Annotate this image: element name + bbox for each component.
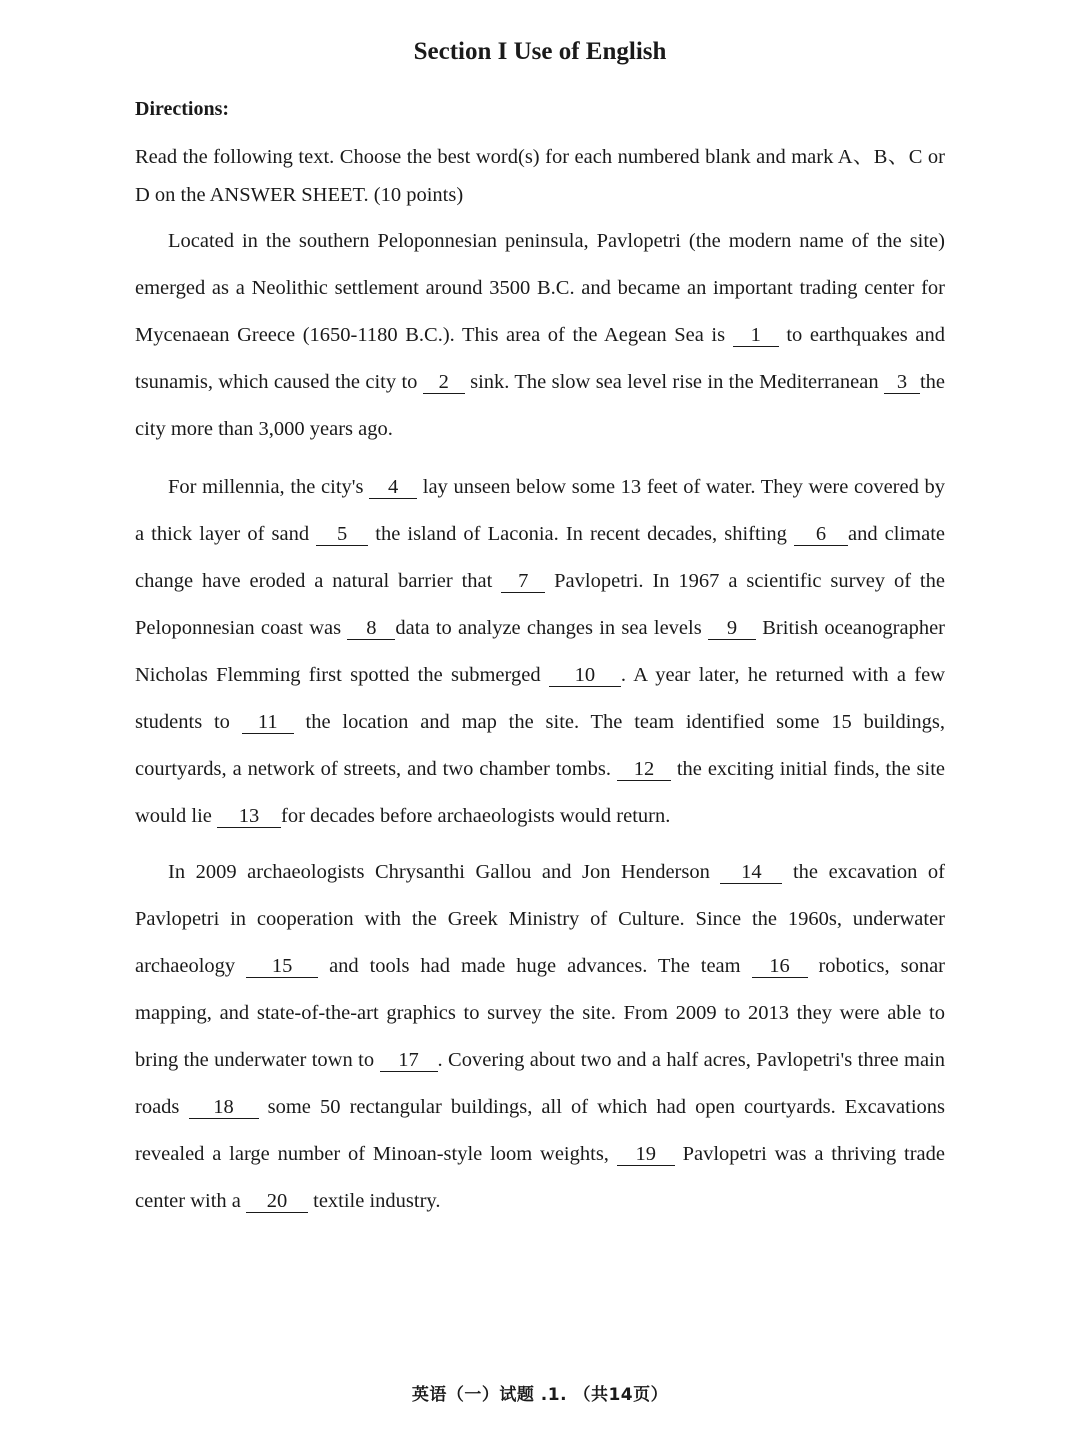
passage-text: In 2009 archaeologists Chrysanthi Gallou and Jon Henderson	[168, 861, 721, 883]
blank-15: 15	[246, 955, 318, 978]
blank-17: 17	[380, 1049, 438, 1072]
blank-10: 10	[549, 664, 621, 687]
passage-paragraph-3	[135, 849, 945, 1225]
blank-11: 11	[242, 711, 294, 734]
passage-text: . Covering about two and a half acres, Pavlopetri's three main roads	[135, 1049, 946, 1118]
passage-text: lay unseen below some 13 feet of water. They were covered by a thick layer of sand	[135, 476, 946, 545]
blank-20: 20	[246, 1190, 308, 1213]
page-footer: 英语（一）试题 .1. （共14页）	[411, 1385, 669, 1405]
blank-4: 4	[369, 476, 417, 499]
blank-7: 7	[501, 570, 545, 593]
blank-12: 12	[617, 758, 671, 781]
passage-paragraph-2	[135, 464, 945, 840]
blank-16: 16	[752, 955, 808, 978]
passage-text: sink. The slow sea level rise in the Mediterranean	[464, 371, 884, 393]
passage-text: the city more than 3,000 years ago.	[135, 371, 945, 440]
passage-text: some 50 rectangular buildings, all of which had open courtyards. Excavations revealed a large number of Minoan-style loom weights,	[135, 1096, 945, 1165]
passage-text: the excavation of Pavlopetri in cooperation with the Greek Ministry of Culture. Since the 1960s, underwater archaeology	[135, 861, 945, 977]
blank-6: 6	[794, 523, 848, 546]
passage-text: the island of Laconia. In recent decades, shifting	[368, 523, 794, 545]
passage-text: and climate change have eroded a natural barrier that	[135, 523, 945, 592]
blank-19: 19	[617, 1143, 675, 1166]
directions-text: Read the following text. Choose the best word(s) for each numbered blank and mark A、B、C or D on the ANSWER SHEET. (10 points)	[135, 146, 945, 206]
passage-text: the location and map the site. The team identified some 15 buildings, courtyards, a network of streets, and two chamber tombs.	[135, 711, 945, 780]
blank-3: 3	[884, 371, 920, 394]
passage-text: robotics, sonar mapping, and state-of-the-art graphics to survey the site. From 2009 to 2013 they were able to bring the underwater town to	[135, 955, 945, 1071]
directions-heading: Directions:	[135, 98, 230, 120]
passage-text: to earthquakes and tsunamis, which caused the city to	[135, 324, 945, 393]
section-title: Section I Use of English	[413, 38, 667, 65]
blank-5: 5	[316, 523, 368, 546]
blank-14: 14	[720, 861, 782, 884]
blank-8: 8	[347, 617, 395, 640]
passage-text: Pavlopetri was a thriving trade center with a	[135, 1143, 945, 1212]
passage-text: Pavlopetri. In 1967 a scientific survey of the Peloponnesian coast was	[135, 570, 945, 639]
blank-2: 2	[423, 371, 465, 394]
passage-text: for decades before archaeologists would return.	[281, 805, 671, 827]
blank-9: 9	[708, 617, 756, 640]
passage-text: the exciting initial finds, the site would lie	[135, 758, 945, 827]
passage-text: data to analyze changes in sea levels	[395, 617, 708, 639]
passage-text: For millennia, the city's	[168, 476, 370, 498]
blank-18: 18	[189, 1096, 259, 1119]
passage-paragraph-1	[135, 218, 945, 453]
passage-text: and tools had made huge advances. The team	[318, 955, 752, 977]
blank-1: 1	[733, 324, 779, 347]
passage-text: British oceanographer Nicholas Flemming first spotted the submerged	[135, 617, 945, 686]
passage-text: . A year later, he returned with a few students to	[135, 664, 945, 733]
passage-text: textile industry.	[308, 1190, 441, 1212]
blank-13: 13	[217, 805, 281, 828]
passage-text: Located in the southern Peloponnesian peninsula, Pavlopetri (the modern name of the site) emerged as a Neolithic settlement around 3500 B.C. and became an important trading center for Mycenaean Greece (1650-1180 B.C.). This area of the Aegean Sea is	[135, 230, 945, 346]
